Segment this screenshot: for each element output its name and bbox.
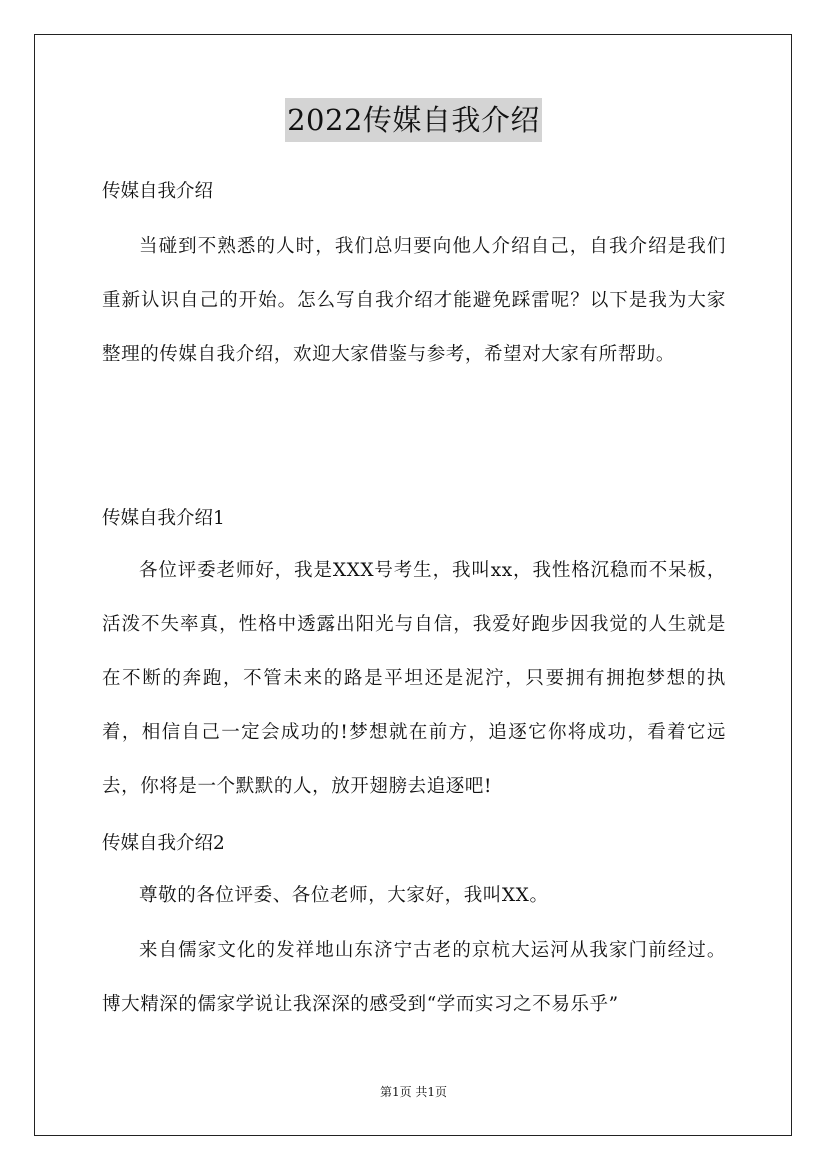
section2-paragraph2-block: [102, 924, 726, 1032]
page-footer: [0, 1083, 827, 1101]
section2-paragraph-1: 尊敬的各位评委、各位老师，大家好，我叫XX。: [139, 885, 549, 906]
section1-heading-block: [102, 507, 726, 531]
section2-heading-block: [102, 832, 726, 856]
section1-paragraph-block: [102, 544, 726, 814]
intro-heading-block: [102, 180, 726, 204]
intro-paragraph-block: [102, 220, 726, 382]
title-container: [0, 98, 827, 142]
page-number: 第1页 共1页: [379, 1085, 448, 1099]
section2-paragraph1-block: [102, 884, 726, 908]
section1-heading: 传媒自我介绍1: [102, 508, 225, 529]
section2-heading: 传媒自我介绍2: [102, 833, 225, 854]
intro-heading: 传媒自我介绍: [102, 181, 214, 202]
section2-paragraph-2: 来自儒家文化的发祥地山东济宁古老的京杭大运河从我家门前经过。博大精深的儒家学说让我深深的感受到“学而实习之不易乐乎”: [102, 940, 726, 1015]
section1-paragraph: 各位评委老师好，我是XXX号考生，我叫xx，我性格沉稳而不呆板，活泼不失率真，性格中透露出阳光与自信，我爱好跑步因我觉的人生就是在不断的奔跑，不管未来的路是平坦还是泥泞，只要拥有拥抱梦想的执着，相信自己一定会成功的!梦想就在前方，追逐它你将成功，看着它远去，你将是一个默默的人，放开翅膀去追逐吧!: [102, 560, 726, 797]
document-title: 2022传媒自我介绍: [285, 98, 542, 142]
intro-paragraph: 当碰到不熟悉的人时，我们总归要向他人介绍自己，自我介绍是我们重新认识自己的开始。怎么写自我介绍才能避免踩雷呢？以下是我为大家整理的传媒自我介绍，欢迎大家借鉴与参考，希望对大家有所帮助。: [102, 236, 726, 365]
